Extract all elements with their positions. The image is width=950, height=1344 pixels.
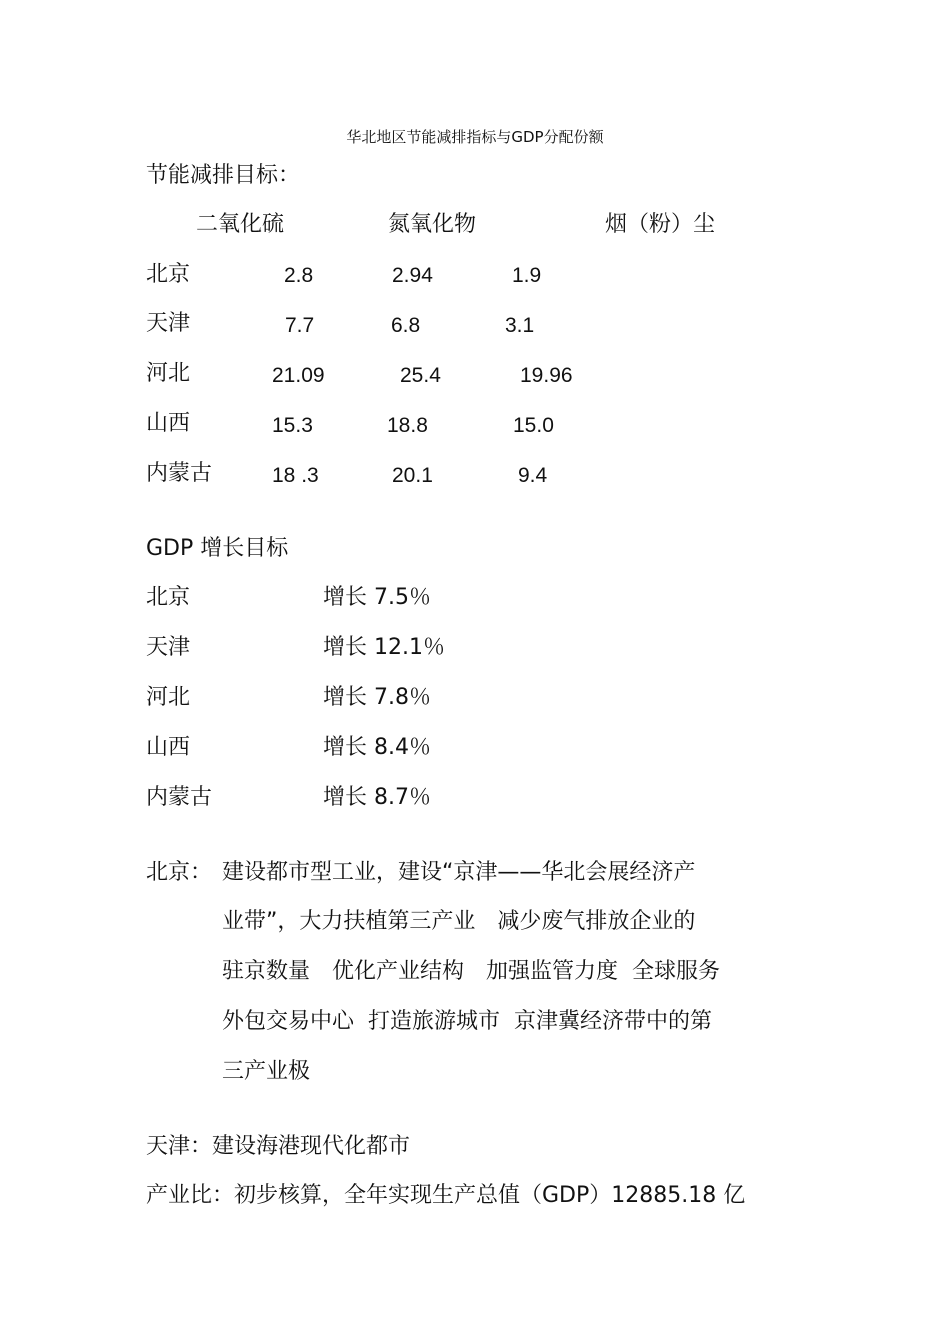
energy-row-nox: 2.94 <box>392 264 433 287</box>
energy-row-dust: 15.0 <box>513 414 554 437</box>
energy-row-region: 山西 <box>146 411 191 436</box>
energy-row-nox: 6.8 <box>391 314 421 337</box>
energy-column-dust: 烟（粉）尘 <box>605 212 716 237</box>
energy-row-nox: 20.1 <box>392 464 433 487</box>
gdp-row-growth: 增长 8.7％ <box>323 785 431 810</box>
energy-heading: 节能减排目标： <box>146 163 301 188</box>
gdp-row-growth: 增长 8.4％ <box>323 735 431 760</box>
energy-row-so2: 21.09 <box>272 364 325 387</box>
beijing-label: 北京： <box>146 860 213 885</box>
tianjin-line: 天津：建设海港现代化都市 <box>146 1134 411 1159</box>
energy-row-dust: 19.96 <box>520 364 573 387</box>
energy-column-so2: 二氧化硫 <box>196 212 285 237</box>
beijing-paragraph-line: 业带”，大力扶植第三产业 减少废气排放企业的 <box>222 909 696 934</box>
gdp-row-region: 北京 <box>146 585 191 610</box>
document-title: 华北地区节能减排指标与GDP分配份额 <box>346 128 604 146</box>
beijing-paragraph-line: 驻京数量 优化产业结构 加强监管力度 全球服务 <box>222 959 720 984</box>
energy-column-nox: 氮氧化物 <box>388 212 477 237</box>
gdp-row-growth: 增长 12.1％ <box>323 635 445 660</box>
energy-row-region: 内蒙古 <box>146 461 213 486</box>
beijing-paragraph-line: 三产业极 <box>222 1059 311 1084</box>
energy-row-region: 天津 <box>146 311 191 336</box>
gdp-row-region: 河北 <box>146 685 191 710</box>
beijing-paragraph-line: 建设都市型工业，建设“京津——华北会展经济产 <box>222 860 696 885</box>
gdp-row-region: 天津 <box>146 635 191 660</box>
energy-row-dust: 3.1 <box>505 314 535 337</box>
energy-row-dust: 9.4 <box>518 464 548 487</box>
gdp-row-growth: 增长 7.8％ <box>323 685 431 710</box>
beijing-paragraph-line: 外包交易中心 打造旅游城市 京津冀经济带中的第 <box>222 1009 712 1034</box>
energy-row-dust: 1.9 <box>512 264 542 287</box>
energy-row-nox: 25.4 <box>400 364 441 387</box>
energy-row-region: 河北 <box>146 361 191 386</box>
energy-row-so2: 2.8 <box>284 264 314 287</box>
gdp-heading: GDP 增长目标 <box>146 536 289 561</box>
energy-row-so2: 7.7 <box>285 314 315 337</box>
energy-row-nox: 18.8 <box>387 414 428 437</box>
energy-row-so2: 18 .3 <box>272 464 319 487</box>
industry-ratio-line: 产业比：初步核算，全年实现生产总值（GDP）12885.18 亿 <box>146 1183 746 1208</box>
gdp-row-growth: 增长 7.5％ <box>323 585 431 610</box>
energy-row-region: 北京 <box>146 262 191 287</box>
gdp-row-region: 内蒙古 <box>146 785 213 810</box>
energy-row-so2: 15.3 <box>272 414 313 437</box>
gdp-row-region: 山西 <box>146 735 191 760</box>
